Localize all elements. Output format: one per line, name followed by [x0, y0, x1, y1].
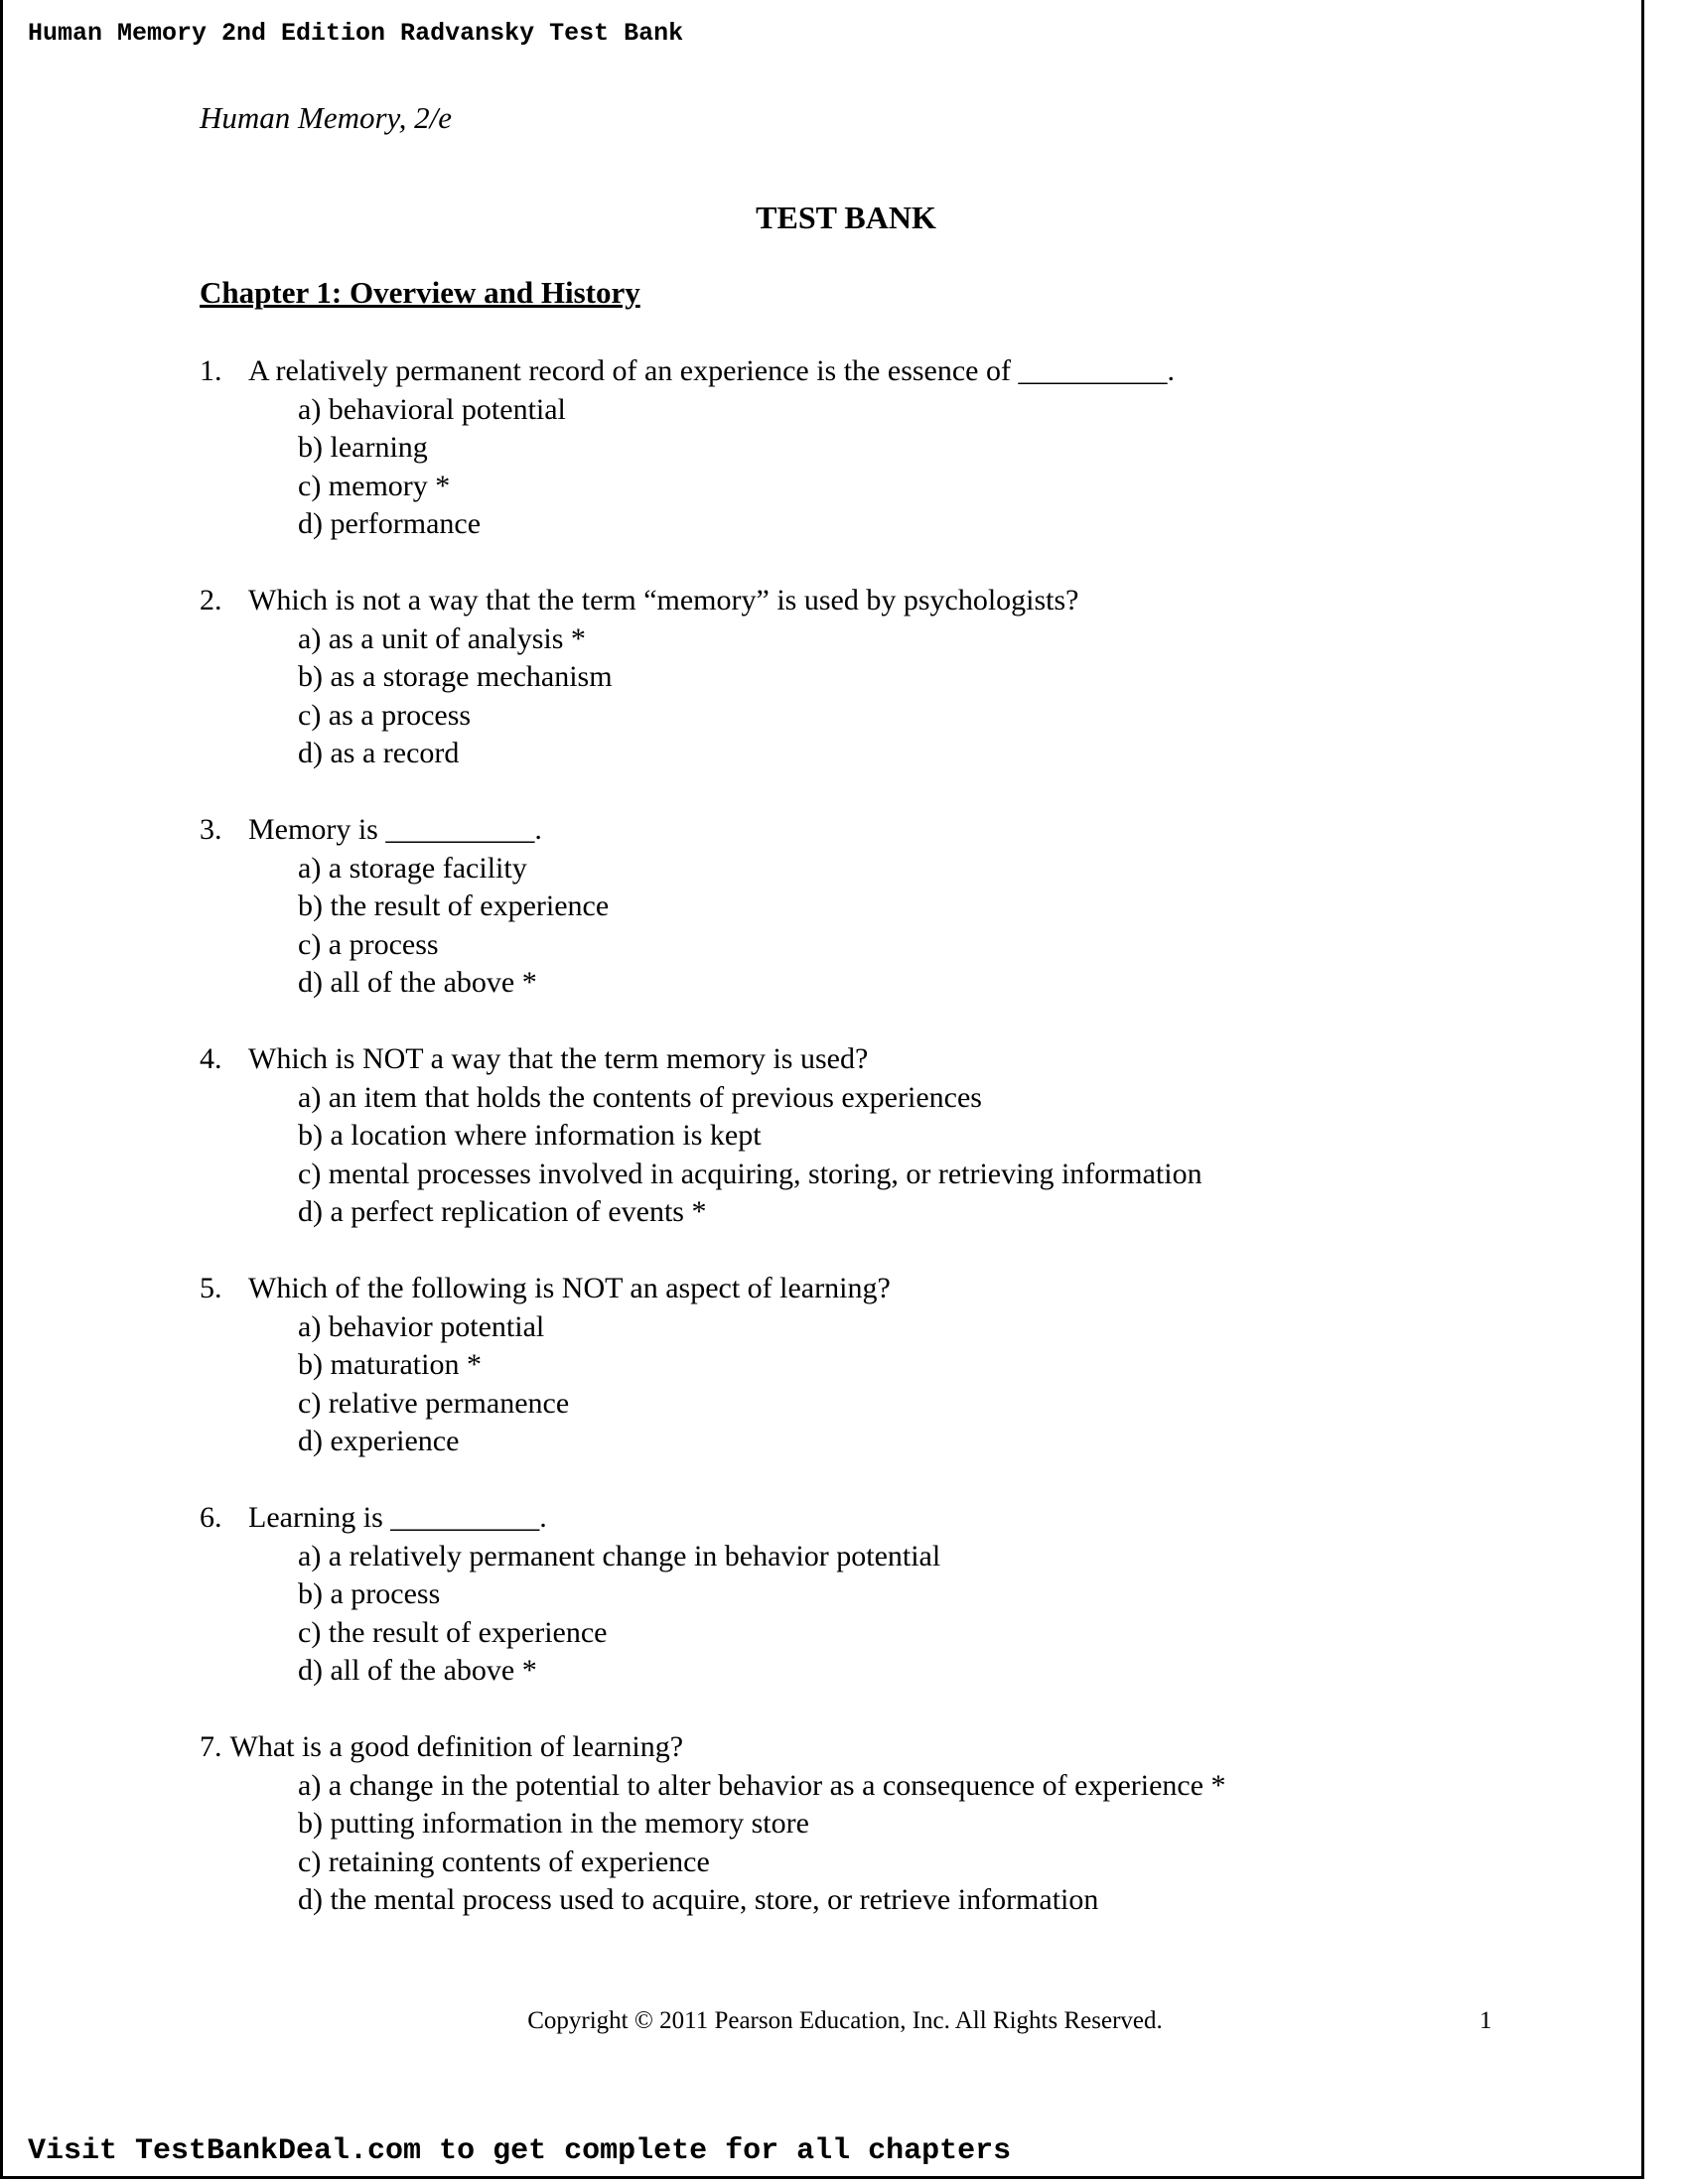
answer-option: b) as a storage mechanism: [298, 660, 613, 693]
question-list: [200, 352, 1590, 1958]
question-number: 1.: [200, 354, 222, 387]
answer-option: c) a process: [298, 927, 439, 961]
answer-option: a) a storage facility: [298, 851, 527, 885]
answer-option: a) an item that holds the contents of previous experiences: [298, 1080, 982, 1114]
question-text: What is a good definition of learning?: [229, 1730, 684, 1763]
top-banner: Human Memory 2nd Edition Radvansky Test Bank: [28, 19, 684, 48]
answer-option: c) the result of experience: [298, 1615, 608, 1649]
question-number: 5.: [200, 1272, 222, 1304]
question-item: [200, 1728, 1590, 1958]
question-stem: [200, 1499, 1590, 1538]
chapter-heading: Chapter 1: Overview and History: [200, 275, 640, 310]
page-number: 1: [1479, 2007, 1492, 2034]
answer-option: a) a relatively permanent change in behavior potential: [298, 1539, 941, 1572]
answer-option: b) maturation *: [298, 1348, 482, 1381]
answer-option: d) as a record: [298, 737, 460, 769]
question-number: 6.: [200, 1501, 222, 1534]
answer-option: d) a perfect replication of events *: [298, 1195, 707, 1228]
question-stem: [200, 582, 1590, 620]
answer-option: a) as a unit of analysis *: [298, 621, 586, 655]
question-text: A relatively permanent record of an experience is the essence of __________.: [248, 354, 1175, 387]
answer-option: d) all of the above *: [298, 966, 537, 999]
copyright-notice: Copyright © 2011 Pearson Education, Inc. All Rights Reserved.: [527, 2007, 1163, 2034]
question-item: [200, 582, 1590, 811]
answer-option: b) a location where information is kept: [298, 1119, 762, 1152]
answer-option: c) mental processes involved in acquiring, storing, or retrieving information: [298, 1157, 1202, 1190]
answer-option: a) a change in the potential to alter behavior as a consequence of experience *: [298, 1768, 1226, 1802]
answer-option: d) all of the above *: [298, 1654, 537, 1687]
answer-option: b) learning: [298, 431, 428, 464]
answer-option: d) the mental process used to acquire, store, or retrieve information: [298, 1883, 1099, 1916]
answer-option: a) behavioral potential: [298, 392, 566, 426]
question-number: 4.: [200, 1042, 222, 1075]
question-item: [200, 1270, 1590, 1499]
question-number: 3.: [200, 813, 222, 846]
question-stem: [200, 1270, 1590, 1308]
question-text: Memory is __________.: [248, 813, 542, 846]
bottom-banner: Visit TestBankDeal.com to get complete for all chapters: [28, 2134, 1012, 2168]
answer-option: c) as a process: [298, 698, 472, 732]
question-number: 2.: [200, 584, 222, 616]
answer-option: c) memory *: [298, 469, 451, 502]
answer-option: c) retaining contents of experience: [298, 1844, 710, 1878]
book-title: Human Memory, 2/e: [200, 100, 452, 135]
question-item: [200, 1040, 1590, 1270]
question-item: [200, 352, 1590, 582]
question-stem: [200, 1728, 1590, 1767]
question-text: Which is not a way that the term “memory” is used by psychologists?: [248, 584, 1079, 616]
question-stem: [200, 352, 1590, 391]
answer-option: c) relative permanence: [298, 1386, 570, 1420]
question-stem: [200, 811, 1590, 850]
question-item: [200, 1499, 1590, 1728]
answer-option: b) putting information in the memory store: [298, 1807, 809, 1840]
question-text: Which is NOT a way that the term memory is used?: [248, 1042, 869, 1075]
answer-option: b) the result of experience: [298, 889, 610, 922]
question-item: [200, 811, 1590, 1040]
answer-option: b) a process: [298, 1577, 441, 1610]
answer-option: a) behavior potential: [298, 1309, 545, 1343]
answer-option: d) performance: [298, 507, 482, 540]
question-stem: [200, 1040, 1590, 1079]
question-text: Which of the following is NOT an aspect of learning?: [248, 1272, 891, 1304]
question-number: 7.: [200, 1730, 222, 1763]
doc-title: TEST BANK: [756, 200, 936, 235]
question-text: Learning is __________.: [248, 1501, 547, 1534]
answer-option: d) experience: [298, 1425, 460, 1457]
